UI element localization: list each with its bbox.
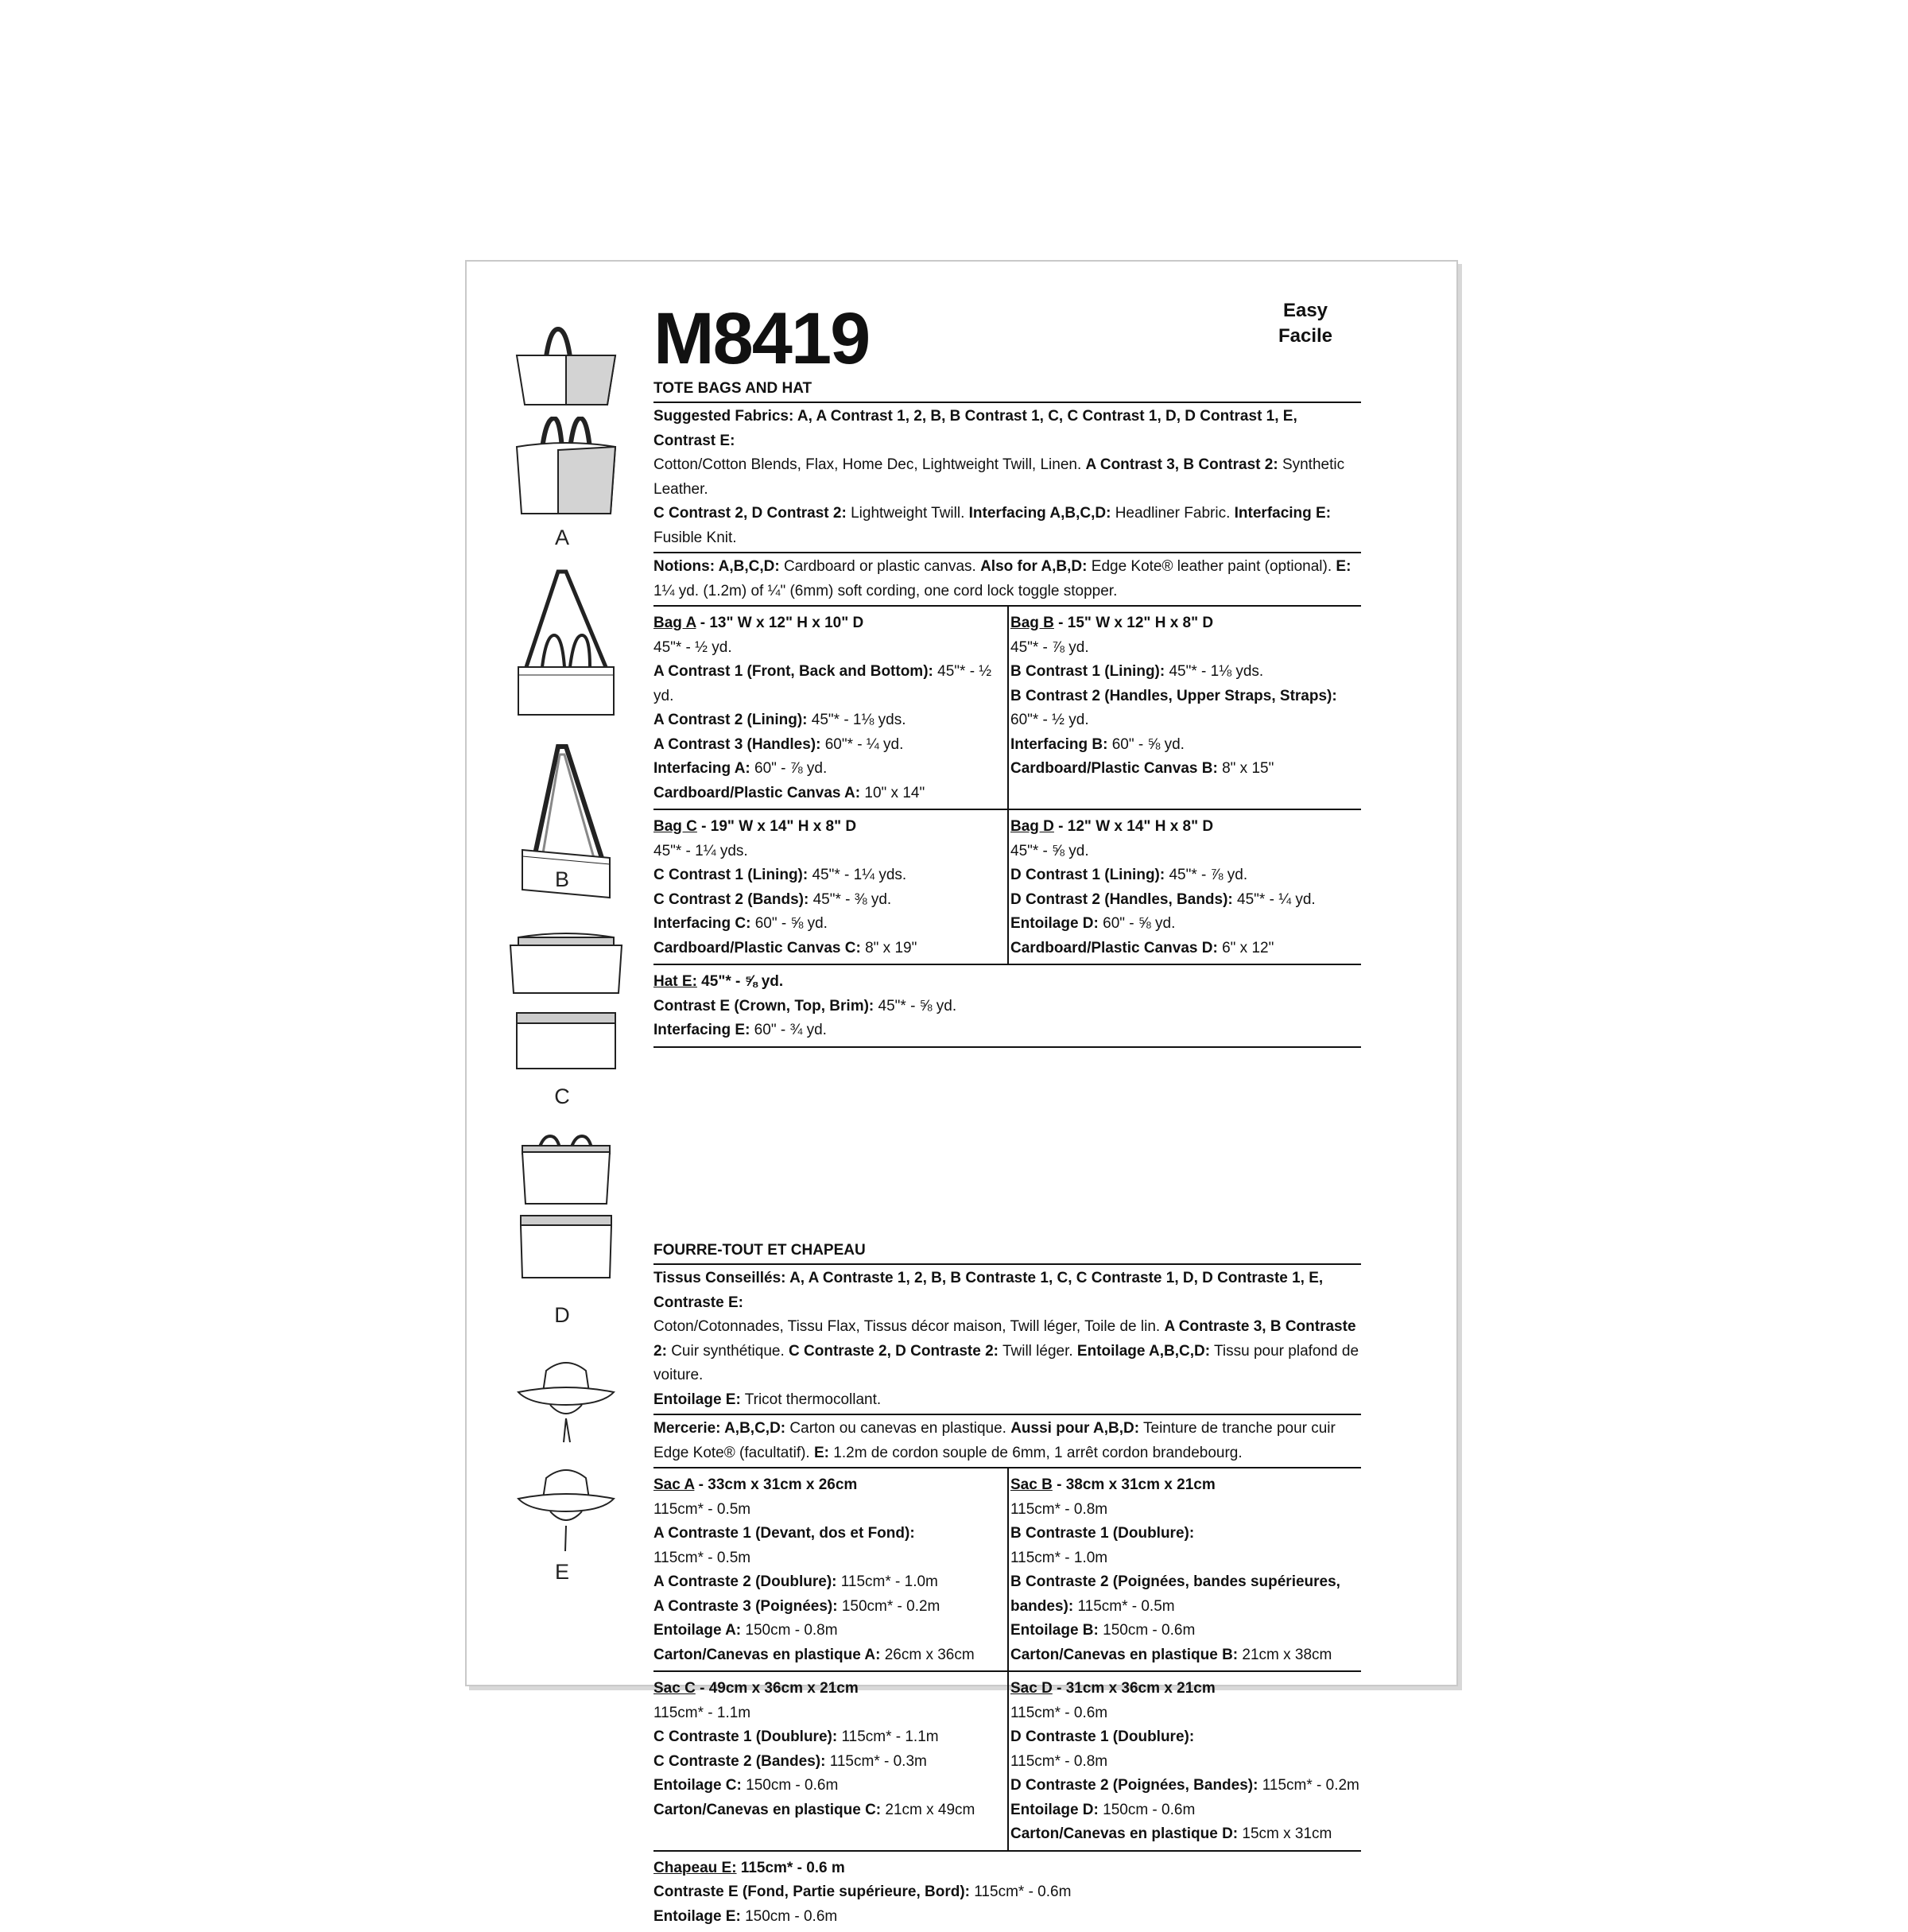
yardage-value: 115cm* - 1.0m: [836, 1573, 937, 1590]
yardage-heading: [1010, 1677, 1361, 1701]
yardage-label: B Contraste 2 (Poignées, bandes supérieures,: [1010, 1573, 1340, 1590]
yardage-line: [653, 1018, 1361, 1043]
yardage-value: 8" x 15": [1218, 760, 1274, 777]
yardage-label: Cardboard/Plastic Canvas B:: [1010, 760, 1218, 777]
yardage-value: 115cm* - 0.5m: [1073, 1598, 1174, 1615]
yardage-label: Entoilage A:: [653, 1622, 741, 1639]
view-title: Hat E:: [653, 973, 697, 990]
view-b-illustration: [510, 564, 622, 906]
yardage-heading: [653, 815, 1007, 840]
view-dimensions: - 13" W x 12" H x 10" D: [696, 615, 863, 631]
yardage-value: 45"* - ½ yd.: [653, 663, 991, 704]
yardage-line: [653, 1701, 1007, 1726]
french-bags-ab: [653, 1468, 1361, 1672]
yardage-heading: [1010, 611, 1361, 636]
yardage-value: 45"* - ⅜ yd.: [809, 891, 891, 908]
yardage-label: B Contraste 1 (Doublure):: [1010, 1525, 1194, 1542]
yardage-line: [1010, 1619, 1361, 1643]
yardage-line: [1010, 1725, 1361, 1750]
yardage-value: 60" - ⅞ yd.: [750, 760, 828, 777]
difficulty-en: Easy: [1250, 298, 1361, 324]
yardage-label: C Contrast 2 (Bands):: [653, 891, 809, 908]
yardage-line: [1010, 1498, 1361, 1523]
yardage-value: 150cm - 0.6m: [1099, 1802, 1195, 1818]
yardage-value: 60"* - ¼ yd.: [820, 736, 903, 753]
yardage-value: 150cm - 0.8m: [741, 1622, 837, 1639]
yardage-label: Contraste E (Fond, Partie supérieure, Bord):: [653, 1884, 970, 1900]
yardage-label: Interfacing B:: [1010, 736, 1107, 753]
yardage-value: 115cm* - 0.6m: [1010, 1705, 1107, 1721]
yardage-line: [653, 937, 1007, 961]
view-title: Bag B: [1010, 615, 1054, 631]
yardage-line: [653, 636, 1007, 661]
yardage-label: A Contraste 2 (Doublure):: [653, 1573, 836, 1590]
sac-d-metrage: [1007, 1672, 1361, 1850]
yardage-label: D Contrast 2 (Handles, Bands):: [1010, 891, 1233, 908]
yardage-value: 115cm* - 0.3m: [825, 1753, 926, 1770]
french-notions: Mercerie: A,B,C,D: Carton ou canevas en plastique. Aussi pour A,B,D: Teinture de tranche pour cuir Edge Kote® (facultatif). E: 1.2m de cordon souple de 6mm, 1 arrêt cordon brandebourg.: [653, 1415, 1361, 1468]
yardage-label: D Contrast 1 (Lining):: [1010, 867, 1165, 883]
french-bags-cd: [653, 1672, 1361, 1852]
english-fabrics: Suggested Fabrics: A, A Contrast 1, 2, B, B Contrast 1, C, C Contrast 1, D, D Contrast 1, E, Contrast E: Cotton/Cotton Blends, Flax, Home Dec, Lightweight Twill, Linen. A Contrast 3, B Contrast 2: Synthetic Leather. C Contrast 2, D Contrast 2: Lightweight Twill. Interfacing A,B,C,D: Headliner Fabric. Interfacing E: Fusible Knit.: [653, 403, 1361, 553]
chapeau-e-metrage: [653, 1852, 1361, 1932]
difficulty-fr: Facile: [1250, 324, 1361, 349]
yardage-value: 45"* - 1⅛ yds.: [808, 712, 906, 728]
yardage-line: [1010, 912, 1361, 937]
yardage-label: Cardboard/Plastic Canvas D:: [1010, 940, 1218, 956]
yardage-label: Entoilage D:: [1010, 1802, 1099, 1818]
yardage-label: C Contraste 2 (Bandes):: [653, 1753, 825, 1770]
view-title: Bag C: [653, 818, 697, 835]
view-d-illustration: [506, 1128, 626, 1287]
sac-b-metrage: [1007, 1468, 1361, 1670]
yardage-value: 6" x 12": [1218, 940, 1274, 956]
yardage-value: 115cm* - 0.8m: [1010, 1753, 1107, 1770]
yardage-line: [1010, 660, 1361, 685]
view-illustrations: [467, 262, 650, 1685]
yardage-line: [1010, 840, 1361, 864]
yardage-value: 60" - ⅝ yd.: [750, 915, 828, 932]
yardage-line: [1010, 757, 1361, 782]
yardage-line: [1010, 1522, 1361, 1546]
view-a-back-illustration: [510, 417, 622, 520]
yardage-line: [653, 912, 1007, 937]
yardage-line: [1010, 863, 1361, 888]
yardage-value: 45"* - ⅞ yd.: [1165, 867, 1247, 883]
yardage-label: A Contrast 3 (Handles):: [653, 736, 820, 753]
yardage-value: 45"* - ⅝ yd.: [1010, 843, 1089, 859]
yardage-label: Entoilage E:: [653, 1908, 741, 1925]
yardage-line: [653, 1522, 1007, 1546]
yardage-heading: [653, 611, 1007, 636]
yardage-label: C Contrast 1 (Lining):: [653, 867, 808, 883]
yardage-line: [1010, 708, 1361, 733]
yardage-heading: [653, 1677, 1007, 1701]
yardage-label: B Contrast 1 (Lining):: [1010, 663, 1165, 680]
yardage-label: Entoilage B:: [1010, 1622, 1099, 1639]
view-dimensions: 115cm* - 0.6 m: [737, 1860, 845, 1876]
yardage-line: [1010, 1595, 1361, 1620]
french-fabrics: Tissus Conseillés: A, A Contraste 1, 2, B, B Contraste 1, C, C Contraste 1, D, D Contraste 1, E, Contraste E: Coton/Cotonnades, Tissu Flax, Tissus décor maison, Twill léger, Toile de lin. A Contraste 3, B Contraste 2: Cuir synthétique. C Contraste 2, D Contraste 2: Twill léger. Entoilage A,B,C,D: Tissu pour plafond de voiture. Entoilage E: Tricot thermocollant.: [653, 1265, 1361, 1415]
yardage-value: 45"* - ⅞ yd.: [1010, 639, 1089, 656]
french-section: [653, 1241, 1361, 1932]
view-dimensions: - 31cm x 36cm x 21cm: [1053, 1680, 1216, 1697]
yardage-line: [653, 1905, 1361, 1930]
view-b-label: B: [546, 867, 578, 892]
view-c-illustration: [502, 929, 630, 1080]
yardage-label: Contrast E (Crown, Top, Brim):: [653, 998, 874, 1014]
yardage-label: Cardboard/Plastic Canvas A:: [653, 785, 860, 801]
yardage-value: 115cm* - 0.2m: [1258, 1777, 1359, 1794]
yardage-label: Interfacing E:: [653, 1022, 750, 1038]
yardage-line: [653, 1570, 1007, 1595]
english-notions: Notions: A,B,C,D: Cardboard or plastic canvas. Also for A,B,D: Edge Kote® leather paint (optional). E: 1¼ yd. (1.2m) of ¼" (6mm) soft cording, one cord lock toggle stopper.: [653, 553, 1361, 607]
yardage-heading: [1010, 1473, 1361, 1498]
bag-c-yardage: [653, 810, 1007, 964]
yardage-value: 45"* - ½ yd.: [653, 639, 732, 656]
view-dimensions: - 33cm x 31cm x 26cm: [694, 1476, 857, 1493]
sac-a-metrage: [653, 1468, 1007, 1670]
yardage-value: 60" - ⅝ yd.: [1099, 915, 1176, 932]
view-dimensions: 45"* - ⅝ yd.: [697, 973, 783, 990]
yardage-label: Carton/Canevas en plastique B:: [1010, 1647, 1238, 1663]
yardage-line: [653, 1774, 1007, 1798]
view-title: Sac B: [1010, 1476, 1053, 1493]
yardage-value: 60" - ¾ yd.: [750, 1022, 827, 1038]
view-c-label: C: [546, 1084, 578, 1109]
yardage-label: A Contraste 3 (Poignées):: [653, 1598, 838, 1615]
yardage-line: [653, 888, 1007, 913]
yardage-value: 115cm* - 0.8m: [1010, 1501, 1107, 1518]
yardage-line: [653, 757, 1007, 782]
yardage-line: [653, 1880, 1361, 1905]
view-e-label: E: [546, 1560, 578, 1585]
yardage-line: [653, 1798, 1007, 1823]
yardage-line: [653, 733, 1007, 758]
yardage-value: 115cm* - 1.0m: [1010, 1550, 1107, 1566]
english-section: [653, 379, 1361, 1048]
pattern-number: M8419: [653, 297, 869, 381]
yardage-line: [1010, 733, 1361, 758]
yardage-line: [1010, 1546, 1361, 1571]
yardage-label: Carton/Canevas en plastique A:: [653, 1647, 880, 1663]
yardage-line: [653, 863, 1007, 888]
yardage-label: D Contraste 2 (Poignées, Bandes):: [1010, 1777, 1258, 1794]
yardage-line: [653, 1498, 1007, 1523]
yardage-line: [653, 660, 1007, 708]
pattern-envelope-back: [465, 260, 1458, 1686]
yardage-value: 45"* - 1¼ yds.: [653, 843, 748, 859]
yardage-line: [653, 1595, 1007, 1620]
yardage-heading: [653, 1856, 1361, 1881]
yardage-line: [653, 1546, 1007, 1571]
bag-d-yardage: [1007, 810, 1361, 964]
yardage-line: [653, 995, 1361, 1019]
yardage-value: 60"* - ½ yd.: [1010, 712, 1089, 728]
yardage-label: Interfacing A:: [653, 760, 750, 777]
view-dimensions: - 12" W x 14" H x 8" D: [1054, 818, 1213, 835]
difficulty-badge: [1250, 298, 1361, 349]
view-title: Sac C: [653, 1680, 696, 1697]
yardage-label: bandes):: [1010, 1598, 1073, 1615]
view-dimensions: - 38cm x 31cm x 21cm: [1053, 1476, 1216, 1493]
yardage-value: 21cm x 49cm: [881, 1802, 975, 1818]
view-dimensions: - 19" W x 14" H x 8" D: [697, 818, 856, 835]
english-title: TOTE BAGS AND HAT: [653, 379, 1361, 403]
yardage-line: [1010, 636, 1361, 661]
view-e-illustration: [506, 1343, 626, 1558]
yardage-line: [653, 840, 1007, 864]
view-title: Sac D: [1010, 1680, 1053, 1697]
yardage-heading: [1010, 815, 1361, 840]
yardage-line: [653, 1643, 1007, 1668]
yardage-value: 60" - ⅝ yd.: [1107, 736, 1185, 753]
yardage-value: 115cm* - 0.5m: [653, 1550, 750, 1566]
yardage-label: D Contraste 1 (Doublure):: [1010, 1728, 1194, 1745]
yardage-label: Interfacing C:: [653, 915, 750, 932]
yardage-label: C Contraste 1 (Doublure):: [653, 1728, 837, 1745]
yardage-label: Entoilage D:: [1010, 915, 1099, 932]
yardage-line: [1010, 1643, 1361, 1668]
yardage-line: [1010, 1570, 1361, 1595]
sac-c-metrage: [653, 1672, 1007, 1850]
yardage-label: B Contrast 2 (Handles, Upper Straps, Straps):: [1010, 688, 1337, 704]
yardage-label: A Contrast 1 (Front, Back and Bottom):: [653, 663, 933, 680]
yardage-value: 10" x 14": [860, 785, 925, 801]
yardage-line: [1010, 1750, 1361, 1775]
yardage-line: [1010, 1822, 1361, 1847]
yardage-value: 21cm x 38cm: [1238, 1647, 1332, 1663]
yardage-value: 8" x 19": [861, 940, 917, 956]
yardage-heading: [653, 970, 1361, 995]
yardage-value: 150cm - 0.6m: [1099, 1622, 1195, 1639]
yardage-label: Carton/Canevas en plastique C:: [653, 1802, 881, 1818]
yardage-label: Entoilage C:: [653, 1777, 742, 1794]
view-title: Bag D: [1010, 818, 1054, 835]
yardage-value: 45"* - ⅝ yd.: [874, 998, 956, 1014]
yardage-value: 115cm* - 1.1m: [653, 1705, 750, 1721]
yardage-value: 26cm x 36cm: [880, 1647, 974, 1663]
yardage-line: [1010, 937, 1361, 961]
yardage-value: 45"* - 1⅛ yds.: [1165, 663, 1263, 680]
yardage-line: [1010, 1774, 1361, 1798]
yardage-line: [1010, 1798, 1361, 1823]
yardage-value: 45"* - ¼ yd.: [1233, 891, 1316, 908]
view-d-label: D: [546, 1303, 578, 1328]
yardage-value: 150cm - 0.6m: [742, 1777, 838, 1794]
view-title: Bag A: [653, 615, 696, 631]
yardage-value: 115cm* - 0.5m: [653, 1501, 750, 1518]
yardage-label: Carton/Canevas en plastique D:: [1010, 1825, 1238, 1842]
view-a-front-illustration: [510, 325, 622, 413]
bag-b-yardage: [1007, 607, 1361, 809]
english-bags-cd: [653, 810, 1361, 965]
yardage-line: [653, 1725, 1007, 1750]
view-dimensions: - 49cm x 36cm x 21cm: [696, 1680, 859, 1697]
yardage-line: [1010, 1701, 1361, 1726]
view-title: Chapeau E:: [653, 1860, 737, 1876]
view-dimensions: - 15" W x 12" H x 8" D: [1054, 615, 1213, 631]
view-title: Sac A: [653, 1476, 694, 1493]
english-bags-ab: [653, 607, 1361, 810]
yardage-value: 115cm* - 0.6m: [970, 1884, 1071, 1900]
yardage-value: 45"* - 1¼ yds.: [808, 867, 906, 883]
hat-e-yardage: [653, 965, 1361, 1048]
yardage-line: [653, 1750, 1007, 1775]
yardage-line: [1010, 888, 1361, 913]
yardage-value: 150cm - 0.6m: [741, 1908, 837, 1925]
view-a-label: A: [546, 526, 578, 550]
yardage-label: Cardboard/Plastic Canvas C:: [653, 940, 861, 956]
yardage-line: [653, 1619, 1007, 1643]
yardage-label: A Contraste 1 (Devant, dos et Fond):: [653, 1525, 915, 1542]
yardage-label: A Contrast 2 (Lining):: [653, 712, 808, 728]
bag-a-yardage: [653, 607, 1007, 809]
yardage-heading: [653, 1473, 1007, 1498]
yardage-line: [653, 708, 1007, 733]
yardage-value: 150cm* - 0.2m: [838, 1598, 940, 1615]
yardage-value: 15cm x 31cm: [1238, 1825, 1332, 1842]
french-title: FOURRE-TOUT ET CHAPEAU: [653, 1241, 1361, 1265]
yardage-value: 115cm* - 1.1m: [837, 1728, 938, 1745]
yardage-line: [1010, 685, 1361, 709]
yardage-line: [653, 782, 1007, 806]
